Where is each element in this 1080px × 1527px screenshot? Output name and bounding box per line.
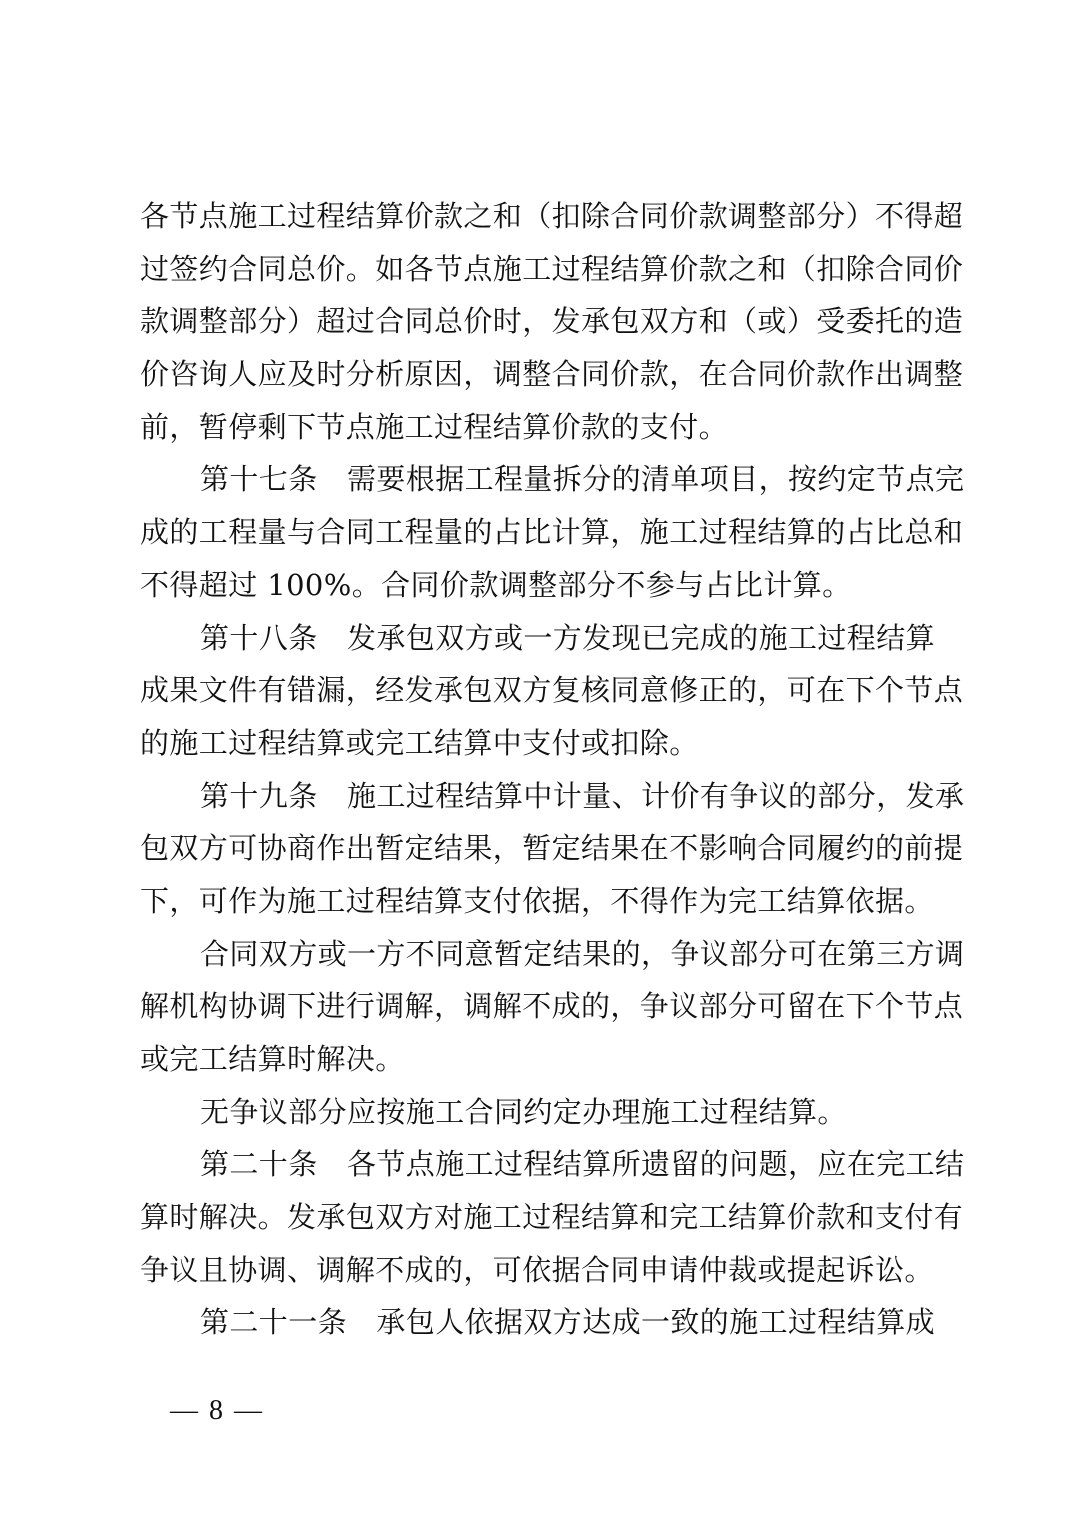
page-number: — 8 — — [170, 1395, 264, 1426]
text-line: 款调整部分）超过合同总价时，发承包双方和（或）受委托的造 — [140, 304, 964, 339]
text-line: 各节点施工过程结算价款之和（扣除合同价款调整部分）不得超 — [140, 199, 964, 233]
article-17-line: 第十七条 需要根据工程量拆分的清单项目，按约定节点完 — [200, 462, 965, 497]
text-line: 成果文件有错漏，经发承包双方复核同意修正的，可在下个节点 — [140, 673, 964, 708]
text-line: 算时解决。发承包双方对施工过程结算和完工结算价款和支付有 — [140, 1200, 964, 1235]
text-line: 不得超过 100%。合同价款调整部分不参与占比计算。 — [140, 567, 852, 602]
text-line: 的施工过程结算或完工结算中支付或扣除。 — [140, 725, 699, 760]
article-19-line: 第十九条 施工过程结算中计量、计价有争议的部分，发承 — [200, 778, 965, 813]
paragraph-line: 无争议部分应按施工合同约定办理施工过程结算。 — [200, 1094, 847, 1129]
text-line: 下，可作为施工过程结算支付依据，不得作为完工结算依据。 — [140, 883, 934, 918]
article-21-line: 第二十一条 承包人依据双方达成一致的施工过程结算成 — [200, 1305, 936, 1340]
text-line: 包双方可协商作出暂定结果，暂定结果在不影响合同履约的前提 — [140, 831, 964, 866]
text-line: 价咨询人应及时分析原因，调整合同价款，在合同价款作出调整 — [140, 357, 964, 392]
article-18-line: 第十八条 发承包双方或一方发现已完成的施工过程结算 — [200, 620, 936, 655]
text-line: 或完工结算时解决。 — [140, 1042, 405, 1076]
text-line: 过签约合同总价。如各节点施工过程结算价款之和（扣除合同价 — [140, 251, 964, 286]
text-line: 成的工程量与合同工程量的占比计算，施工过程结算的占比总和 — [140, 515, 964, 550]
article-20-line: 第二十条 各节点施工过程结算所遗留的问题，应在完工结 — [200, 1147, 965, 1182]
text-line: 解机构协调下进行调解，调解不成的，争议部分可留在下个节点 — [140, 989, 964, 1024]
text-line: 前，暂停剩下节点施工过程结算价款的支付。 — [140, 409, 729, 444]
paragraph-line: 合同双方或一方不同意暂定结果的，争议部分可在第三方调 — [200, 936, 965, 971]
document-body — [140, 190, 965, 1349]
text-line: 争议且协调、调解不成的，可依据合同申请仲裁或提起诉讼。 — [140, 1252, 934, 1287]
